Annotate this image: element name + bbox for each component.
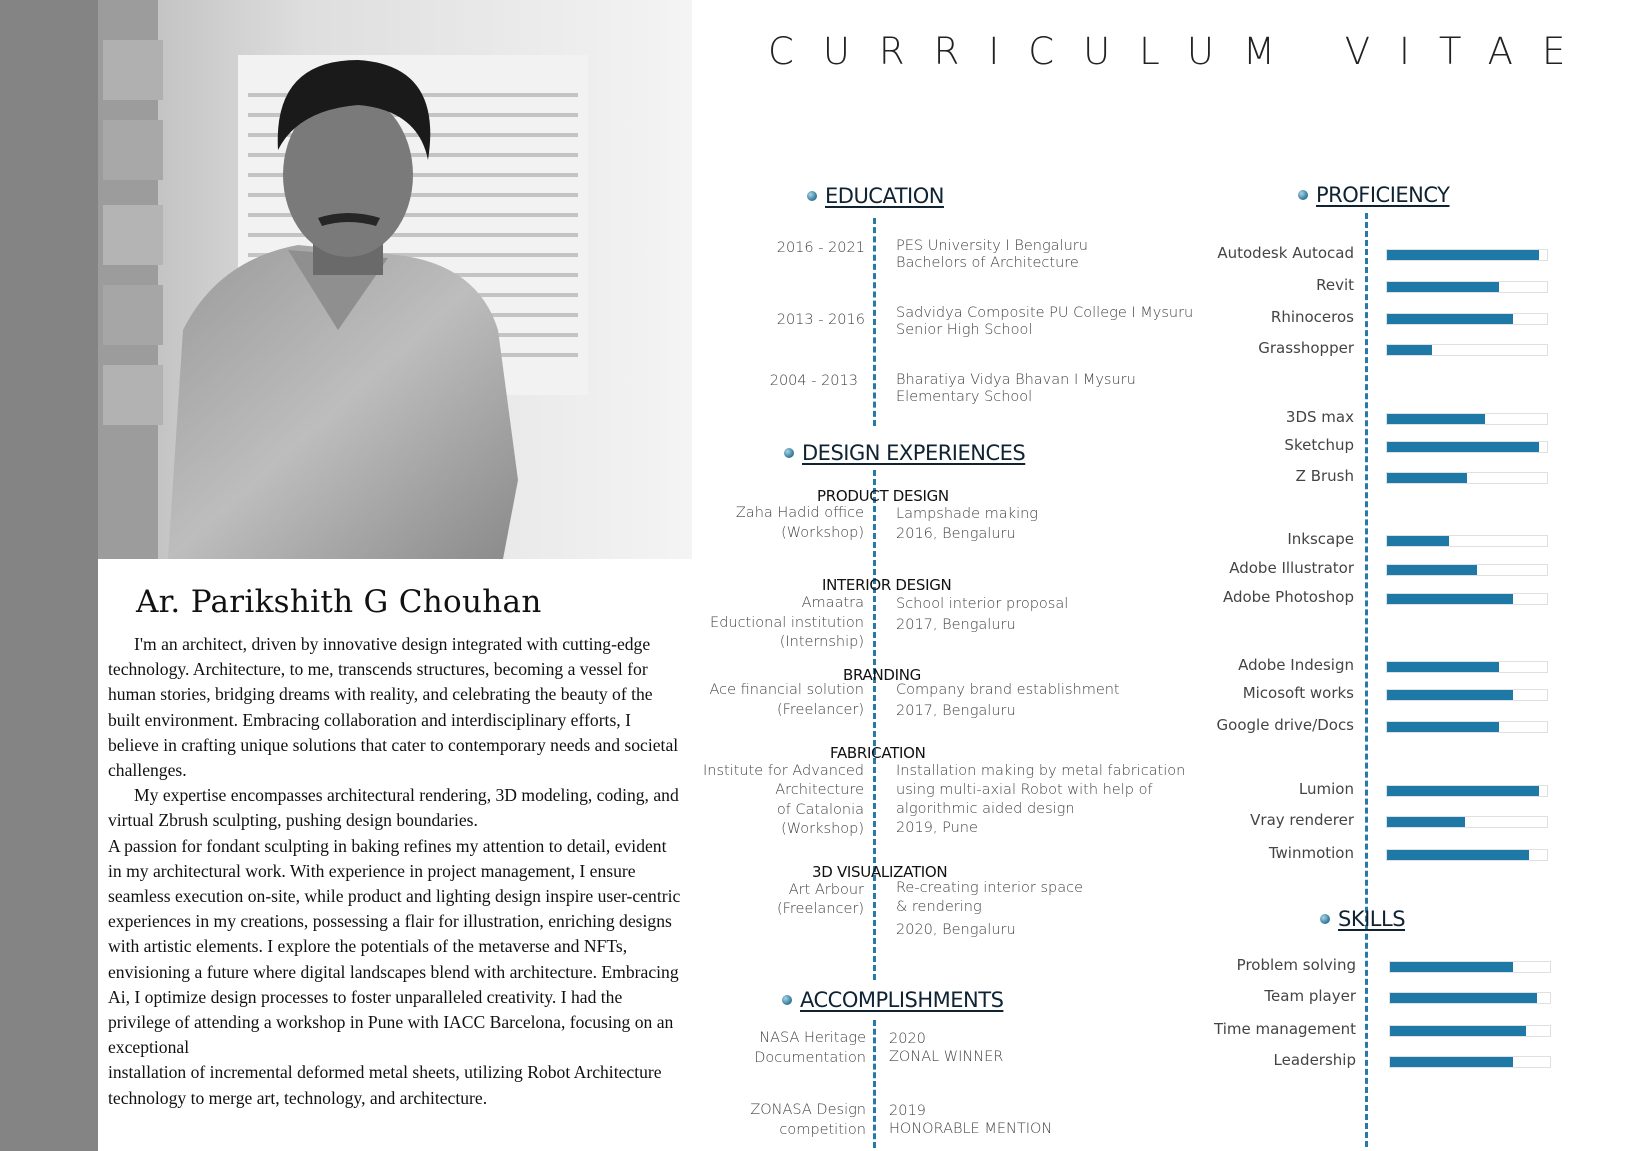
proficiency-item-bar-track bbox=[1386, 535, 1548, 547]
person-name: Ar. Parikshith G Chouhan bbox=[136, 584, 542, 620]
interior-design-project: School interior proposal bbox=[896, 596, 1069, 612]
proficiency-item-bar-fill bbox=[1387, 414, 1485, 424]
proficiency-item-label: Adobe Indesign bbox=[1238, 656, 1354, 674]
proficiency-item-bar-fill bbox=[1387, 536, 1449, 546]
proficiency-item-bar-track bbox=[1386, 816, 1548, 828]
interior-design-date: 2017, Bengaluru bbox=[896, 617, 1016, 633]
education-heading-text: EDUCATION bbox=[825, 184, 944, 208]
education-years-1: 2016 - 2021 bbox=[776, 240, 865, 256]
proficiency-item-bar-fill bbox=[1387, 850, 1529, 860]
proficiency-item-bar-fill bbox=[1387, 345, 1432, 355]
product-design-label: PRODUCT DESIGN bbox=[817, 487, 949, 505]
skill-item-bar-fill bbox=[1390, 962, 1513, 972]
branding-type: (Freelancer) bbox=[776, 702, 864, 718]
branding-date: 2017, Bengaluru bbox=[896, 703, 1016, 719]
education-school-3: Bharatiya Vidya Bhavan I Mysuru bbox=[896, 372, 1136, 388]
proficiency-item-bar-fill bbox=[1387, 662, 1499, 672]
education-timeline-line bbox=[873, 218, 876, 426]
bullet-icon bbox=[784, 448, 794, 458]
fabrication-project-3: algorithmic aided design bbox=[896, 801, 1075, 817]
proficiency-item-label: Rhinoceros bbox=[1270, 308, 1354, 326]
proficiency-item-label: Adobe Illustrator bbox=[1229, 559, 1354, 577]
3d-visualization-date: 2020, Bengaluru bbox=[896, 922, 1016, 938]
proficiency-item-label: Z Brush bbox=[1295, 467, 1354, 485]
education-degree-3: Elementary School bbox=[896, 389, 1033, 405]
proficiency-item-label: Inkscape bbox=[1287, 530, 1354, 548]
bullet-icon bbox=[807, 191, 817, 201]
cv-title: CURRICULUM VITAE bbox=[768, 30, 1595, 73]
proficiency-item-bar-track bbox=[1386, 344, 1548, 356]
skill-item-bar-track bbox=[1389, 992, 1551, 1004]
3d-visualization-type: (Freelancer) bbox=[776, 901, 864, 917]
skill-item-bar-fill bbox=[1390, 1057, 1513, 1067]
proficiency-item-bar-track bbox=[1386, 249, 1548, 261]
proficiency-item-bar-fill bbox=[1387, 314, 1513, 324]
left-grey-strip bbox=[0, 0, 98, 1151]
fabrication-org-3: of Catalonia bbox=[776, 802, 864, 818]
proficiency-item-bar-track bbox=[1386, 721, 1548, 733]
product-design-type: (Workshop) bbox=[781, 525, 864, 541]
accomplishment-2-year: 2019 bbox=[889, 1103, 926, 1119]
proficiency-item-label: Lumion bbox=[1298, 780, 1354, 798]
proficiency-item-label: Adobe Photoshop bbox=[1222, 588, 1354, 606]
bullet-icon bbox=[1298, 190, 1308, 200]
proficiency-item-bar-track bbox=[1386, 785, 1548, 797]
accomplishment-1-title: NASA Heritage bbox=[759, 1030, 866, 1046]
proficiency-heading-text: PROFICIENCY bbox=[1316, 183, 1450, 207]
proficiency-item-bar-track bbox=[1386, 661, 1548, 673]
education-degree-2: Senior High School bbox=[896, 322, 1033, 338]
fabrication-org-2: Architecture bbox=[775, 782, 864, 798]
accomplishment-1-year: 2020 bbox=[889, 1031, 926, 1047]
proficiency-item-label: Vray renderer bbox=[1250, 811, 1354, 829]
bullet-icon bbox=[782, 995, 792, 1005]
proficiency-item-bar-track bbox=[1386, 593, 1548, 605]
proficiency-item-bar-track bbox=[1386, 849, 1548, 861]
proficiency-item-bar-track bbox=[1386, 472, 1548, 484]
skill-item-label: Time management bbox=[1214, 1020, 1356, 1038]
bio-paragraph-1: I'm an architect, driven by innovative design integrated with cutting-edge technology. Architecture, to me, transcends structures, becoming a vessel for human stories, bridging dreams with reality, and celebrating the beauty of the built environment. Embracing collaboration and interdisciplinary efforts, I believe in crafting unique solutions that cater to contemporary needs and societal challenges. bbox=[108, 634, 679, 781]
proficiency-item-label: Twinmotion bbox=[1268, 844, 1354, 862]
design-experiences-heading-text: DESIGN EXPERIENCES bbox=[802, 441, 1026, 465]
bio-text bbox=[108, 632, 683, 1111]
proficiency-item-label: 3DS max bbox=[1285, 408, 1354, 426]
proficiency-item-bar-fill bbox=[1387, 817, 1465, 827]
design-experiences-heading bbox=[784, 441, 1025, 465]
accomplishments-heading-text: ACCOMPLISHMENTS bbox=[800, 988, 1004, 1012]
product-design-org: Zaha Hadid office bbox=[735, 505, 864, 521]
bullet-icon bbox=[1320, 914, 1330, 924]
skill-item-bar-track bbox=[1389, 1025, 1551, 1037]
bio-paragraph-4: installation of incremental deformed metal sheets, utilizing Robot Architecture technology to merge art, technology, and architecture. bbox=[108, 1062, 662, 1108]
proficiency-item-bar-track bbox=[1386, 564, 1548, 576]
3d-visualization-project-1: Re-creating interior space bbox=[896, 880, 1084, 896]
proficiency-item-bar-fill bbox=[1387, 250, 1539, 260]
design-timeline-line bbox=[873, 470, 876, 980]
education-degree-1: Bachelors of Architecture bbox=[896, 255, 1079, 271]
interior-design-org-2: Eductional institution bbox=[710, 615, 864, 631]
skill-item-bar-fill bbox=[1390, 993, 1537, 1003]
fabrication-project-2: using multi-axial Robot with help of bbox=[896, 782, 1153, 798]
education-years-2: 2013 - 2016 bbox=[776, 312, 865, 328]
proficiency-item-bar-track bbox=[1386, 441, 1548, 453]
proficiency-item-label: Revit bbox=[1316, 276, 1354, 294]
accomplishment-1-subtitle: Documentation bbox=[754, 1050, 866, 1066]
proficiency-item-label: Micosoft works bbox=[1242, 684, 1354, 702]
skill-item-label: Team player bbox=[1264, 987, 1356, 1005]
proficiency-item-label: Autodesk Autocad bbox=[1217, 244, 1354, 262]
proficiency-item-bar-fill bbox=[1387, 786, 1539, 796]
accomplishment-1-result: ZONAL WINNER bbox=[889, 1049, 1004, 1065]
bio-paragraph-2: My expertise encompasses architectural rendering, 3D modeling, coding, and virtual Zbrush sculpting, pushing design boundaries. bbox=[108, 785, 679, 831]
skill-item-label: Leadership bbox=[1273, 1051, 1356, 1069]
education-school-1: PES University I Bengaluru bbox=[896, 238, 1088, 254]
skills-heading bbox=[1320, 907, 1405, 931]
profile-photo-graphic bbox=[98, 0, 692, 559]
branding-project: Company brand establishment bbox=[896, 682, 1120, 698]
interior-design-label: INTERIOR DESIGN bbox=[822, 576, 952, 594]
proficiency-item-bar-fill bbox=[1387, 722, 1499, 732]
proficiency-timeline-line bbox=[1365, 213, 1368, 1147]
proficiency-item-label: Grasshopper bbox=[1258, 339, 1354, 357]
skills-heading-text: SKILLS bbox=[1338, 907, 1406, 931]
branding-org: Ace financial solution bbox=[709, 682, 864, 698]
fabrication-type: (Workshop) bbox=[781, 821, 864, 837]
bio-paragraph-3: A passion for fondant sculpting in baking refines my attention to detail, evident in my architectural work. With experience in project management, I ensure seamless execution on-site, while product and lighting design inspire user-centric experiences in my creations, possessing a flair for illustration, enriching designs with artistic elements. I explore the potentials of the metaverse and NFTs, envisioning a future where digital landscapes blend with architecture. Embracing Ai, I optimize design processes to foster unparalleled creativity. I had the privilege of attending a workshop in Pune with IACC Barcelona, focusing on an exceptional bbox=[108, 835, 681, 1058]
education-heading bbox=[807, 184, 944, 208]
proficiency-item-bar-fill bbox=[1387, 690, 1513, 700]
3d-visualization-project-2: & rendering bbox=[896, 899, 982, 915]
product-design-project: Lampshade making bbox=[896, 506, 1038, 522]
product-design-date: 2016, Bengaluru bbox=[896, 526, 1016, 542]
branding-label: BRANDING bbox=[843, 666, 922, 684]
proficiency-item-bar-track bbox=[1386, 413, 1548, 425]
accomplishment-2-title: ZONASA Design bbox=[750, 1102, 866, 1118]
accomplishment-2-result: HONORABLE MENTION bbox=[889, 1121, 1053, 1137]
accomplishments-timeline-line bbox=[873, 1020, 876, 1148]
3d-visualization-org: Art Arbour bbox=[788, 882, 864, 898]
education-school-2: Sadvidya Composite PU College I Mysuru bbox=[896, 305, 1194, 321]
proficiency-item-bar-fill bbox=[1387, 282, 1499, 292]
proficiency-heading bbox=[1298, 183, 1450, 207]
fabrication-org-1: Institute for Advanced bbox=[703, 763, 864, 779]
accomplishment-2-subtitle: competition bbox=[779, 1122, 866, 1138]
proficiency-item-label: Google drive/Docs bbox=[1216, 716, 1354, 734]
proficiency-item-bar-fill bbox=[1387, 594, 1513, 604]
skill-item-bar-track bbox=[1389, 961, 1551, 973]
proficiency-item-bar-fill bbox=[1387, 565, 1477, 575]
proficiency-item-bar-fill bbox=[1387, 442, 1539, 452]
profile-photo bbox=[98, 0, 692, 559]
skill-item-bar-fill bbox=[1390, 1026, 1526, 1036]
education-years-3: 2004 - 2013 bbox=[769, 373, 858, 389]
proficiency-item-bar-track bbox=[1386, 313, 1548, 325]
skill-item-label: Problem solving bbox=[1236, 956, 1356, 974]
fabrication-label: FABRICATION bbox=[830, 744, 926, 762]
interior-design-type: (Internship) bbox=[779, 634, 864, 650]
proficiency-item-bar-track bbox=[1386, 689, 1548, 701]
fabrication-date: 2019, Pune bbox=[896, 820, 978, 836]
accomplishments-heading bbox=[782, 988, 1003, 1012]
interior-design-org: Amaatra bbox=[801, 595, 864, 611]
proficiency-item-bar-fill bbox=[1387, 473, 1467, 483]
proficiency-item-label: Sketchup bbox=[1284, 436, 1354, 454]
fabrication-project-1: Installation making by metal fabrication bbox=[896, 763, 1186, 779]
3d-visualization-label: 3D VISUALIZATION bbox=[812, 863, 948, 881]
proficiency-item-bar-track bbox=[1386, 281, 1548, 293]
skill-item-bar-track bbox=[1389, 1056, 1551, 1068]
